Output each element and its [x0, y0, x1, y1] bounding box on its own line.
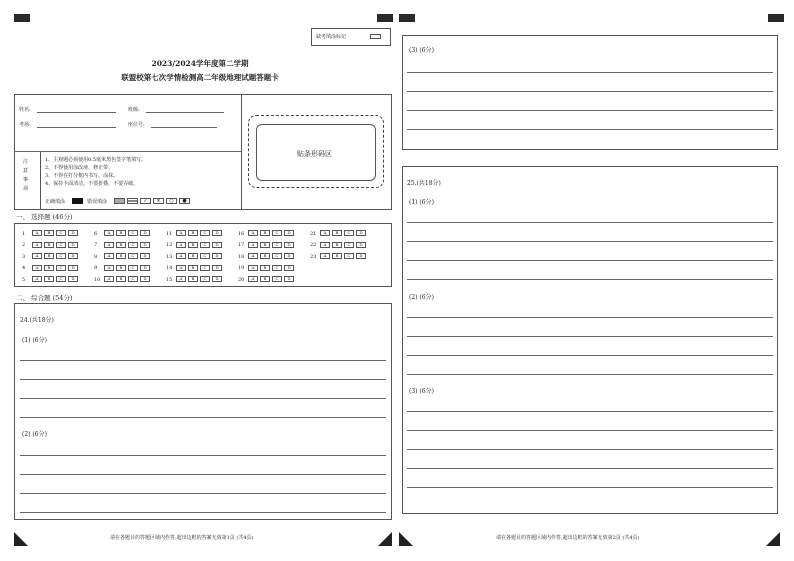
absent-label: 缺考填涂标记	[316, 34, 347, 40]
name-field[interactable]	[37, 112, 116, 113]
option-bubble-a[interactable]: A	[104, 265, 114, 271]
answer-line[interactable]	[20, 417, 386, 418]
exam-room-label: 考场:	[19, 122, 31, 128]
answer-line[interactable]	[407, 374, 773, 375]
question-number: 22	[310, 242, 317, 248]
option-bubble-a[interactable]: A	[176, 230, 186, 236]
option-bubble-c[interactable]: C	[272, 276, 282, 282]
choice-question-row	[22, 253, 80, 260]
option-bubble-d[interactable]: D	[212, 253, 222, 259]
question-number: 23	[310, 253, 317, 260]
choice-question-row	[166, 242, 224, 249]
notice-label: 注意事项	[23, 159, 29, 192]
option-bubble-b[interactable]: B	[44, 276, 54, 282]
answer-line[interactable]	[407, 449, 773, 450]
section-title-comprehensive: 二、 综合题 (54分)	[16, 294, 73, 302]
option-bubble-c[interactable]: C	[56, 242, 66, 248]
option-bubble-b[interactable]: B	[44, 242, 54, 248]
wrong-fill-sample-dot: ●	[179, 198, 190, 204]
barcode-label: 贴条形码区	[297, 150, 332, 158]
answer-line[interactable]	[407, 430, 773, 431]
correct-fill-label: 正确填涂	[45, 199, 66, 205]
name-label: 姓名:	[19, 107, 31, 113]
answer-line[interactable]	[20, 493, 386, 494]
registration-mark	[768, 14, 784, 22]
question-number: 5	[22, 276, 26, 283]
option-bubble-a[interactable]: A	[176, 242, 186, 248]
registration-mark	[377, 14, 393, 22]
exam-room-field[interactable]	[37, 127, 116, 128]
option-bubble-c[interactable]: C	[56, 276, 66, 282]
answer-line[interactable]	[20, 474, 386, 475]
answer-line[interactable]	[407, 355, 773, 356]
option-bubble-a[interactable]: A	[320, 242, 330, 248]
choice-question-row	[238, 230, 296, 237]
option-bubble-c[interactable]: C	[128, 242, 138, 248]
choice-question-row	[166, 276, 224, 283]
option-bubble-a[interactable]: A	[176, 276, 186, 282]
question-number: 7	[94, 242, 98, 248]
question-number: 6	[94, 230, 98, 237]
option-bubble-c[interactable]: C	[200, 253, 210, 259]
question-number: 9	[94, 265, 98, 271]
choice-question-row	[166, 265, 224, 272]
question-number: 14	[166, 265, 173, 271]
question-number: 13	[166, 253, 173, 260]
notice-item: 2、不得使用涂改液、修正带。	[45, 165, 114, 171]
answer-line[interactable]	[407, 279, 773, 280]
q24-answer-panel	[14, 303, 392, 520]
option-bubble-d[interactable]: D	[284, 242, 294, 248]
choice-question-row	[94, 265, 152, 272]
option-bubble-b[interactable]: B	[260, 253, 270, 259]
registration-mark	[14, 14, 30, 22]
option-bubble-d[interactable]: D	[284, 230, 294, 236]
option-bubble-a[interactable]: A	[32, 242, 42, 248]
divider	[40, 151, 41, 210]
q25-part1-label: (1) (6分)	[409, 199, 434, 206]
choice-question-row	[310, 242, 368, 249]
option-bubble-c[interactable]: C	[56, 253, 66, 259]
option-bubble-c[interactable]: C	[56, 265, 66, 271]
option-bubble-b[interactable]: B	[44, 230, 54, 236]
option-bubble-a[interactable]: A	[176, 253, 186, 259]
q24-part2-label: (2) (6分)	[22, 431, 47, 438]
answer-line[interactable]	[407, 317, 773, 318]
page-footer: 请在各题目的答题区域内作答,超出边框的答案无效第1页 (共4页)	[110, 535, 254, 541]
question-number: 8	[94, 253, 98, 260]
option-bubble-c[interactable]: C	[272, 265, 282, 271]
answer-line[interactable]	[407, 91, 773, 92]
choice-question-row	[94, 230, 152, 237]
option-bubble-d[interactable]: D	[140, 242, 150, 248]
option-bubble-d[interactable]: D	[284, 253, 294, 259]
choice-question-row	[94, 242, 152, 249]
option-bubble-d[interactable]: D	[68, 253, 78, 259]
notice-item: 1、主观题必须使用0.5毫米黑色签字笔填写。	[45, 157, 147, 163]
option-bubble-b[interactable]: B	[116, 276, 126, 282]
option-bubble-c[interactable]: C	[128, 265, 138, 271]
q25-part3-label: (3) (6分)	[409, 388, 434, 395]
option-bubble-b[interactable]: B	[116, 265, 126, 271]
absent-fill-checkbox[interactable]	[370, 34, 381, 39]
option-bubble-b[interactable]: B	[260, 276, 270, 282]
wrong-fill-sample-gray	[114, 198, 125, 204]
option-bubble-c[interactable]: C	[344, 253, 354, 259]
option-bubble-d[interactable]: D	[212, 242, 222, 248]
option-bubble-b[interactable]: B	[116, 242, 126, 248]
option-bubble-a[interactable]: A	[104, 276, 114, 282]
answer-line[interactable]	[407, 110, 773, 111]
option-bubble-b[interactable]: B	[260, 242, 270, 248]
corner-triangle-mark	[766, 532, 780, 546]
option-bubble-b[interactable]: B	[188, 253, 198, 259]
answer-line[interactable]	[407, 241, 773, 242]
answer-line[interactable]	[20, 398, 386, 399]
option-bubble-c[interactable]: C	[200, 276, 210, 282]
choice-question-row	[22, 242, 80, 249]
option-bubble-b[interactable]: B	[116, 253, 126, 259]
option-bubble-a[interactable]: A	[248, 242, 258, 248]
wrong-fill-sample-check: ✓	[140, 198, 151, 204]
wrong-fill-sample-circle: ○	[166, 198, 177, 204]
question-number: 16	[238, 230, 245, 237]
option-bubble-b[interactable]: B	[260, 265, 270, 271]
option-bubble-c[interactable]: C	[128, 276, 138, 282]
divider	[14, 151, 242, 152]
question-number: 18	[238, 253, 245, 260]
q25-title: 25.(共18分)	[407, 180, 441, 187]
option-bubble-b[interactable]: B	[332, 242, 342, 248]
answer-line[interactable]	[20, 512, 386, 513]
option-bubble-a[interactable]: A	[104, 242, 114, 248]
answer-line[interactable]	[407, 487, 773, 488]
choice-question-row	[166, 253, 224, 260]
q24-part3-label: (3) (6分)	[409, 47, 434, 54]
corner-triangle-mark	[14, 532, 28, 546]
wrong-fill-sample-bar	[127, 198, 138, 204]
option-bubble-a[interactable]: A	[248, 265, 258, 271]
class-label: 班级:	[128, 107, 140, 113]
option-bubble-a[interactable]: A	[320, 253, 330, 259]
option-bubble-c[interactable]: C	[344, 242, 354, 248]
question-number: 10	[94, 276, 101, 283]
option-bubble-c[interactable]: C	[272, 242, 282, 248]
option-bubble-c[interactable]: C	[56, 230, 66, 236]
option-bubble-d[interactable]: D	[140, 276, 150, 282]
q25-answer-panel	[402, 166, 778, 514]
question-number: 21	[310, 230, 317, 237]
option-bubble-b[interactable]: B	[260, 230, 270, 236]
option-bubble-d[interactable]: D	[68, 230, 78, 236]
choice-question-row	[238, 242, 296, 249]
answer-line[interactable]	[407, 336, 773, 337]
option-bubble-a[interactable]: A	[104, 230, 114, 236]
option-bubble-d[interactable]: D	[68, 276, 78, 282]
q24-part1-label: (1) (6分)	[22, 337, 47, 344]
option-bubble-c[interactable]: C	[200, 242, 210, 248]
option-bubble-d[interactable]: D	[356, 242, 366, 248]
section-title-choice: 一、 选择题 (46分)	[16, 213, 73, 221]
choice-question-row	[94, 276, 152, 283]
option-bubble-d[interactable]: D	[140, 265, 150, 271]
question-number: 4	[22, 265, 26, 271]
option-bubble-a[interactable]: A	[248, 276, 258, 282]
answer-line[interactable]	[20, 379, 386, 380]
option-bubble-d[interactable]: D	[212, 276, 222, 282]
option-bubble-b[interactable]: B	[188, 242, 198, 248]
option-bubble-b[interactable]: B	[44, 253, 54, 259]
choice-question-row	[22, 230, 80, 237]
corner-triangle-mark	[399, 532, 413, 546]
choice-question-row	[310, 230, 368, 237]
option-bubble-b[interactable]: B	[332, 230, 342, 236]
page-title-exam: 联盟校第七次学情检测高二年级地理试题答题卡	[121, 73, 279, 82]
choice-question-row	[94, 253, 152, 260]
option-bubble-d[interactable]: D	[68, 242, 78, 248]
option-bubble-c[interactable]: C	[272, 253, 282, 259]
class-field[interactable]	[146, 112, 224, 113]
seat-field[interactable]	[151, 127, 217, 128]
option-bubble-b[interactable]: B	[44, 265, 54, 271]
option-bubble-a[interactable]: A	[320, 230, 330, 236]
question-number: 3	[22, 253, 26, 260]
correct-fill-sample	[72, 198, 83, 204]
registration-mark	[399, 14, 415, 22]
choice-question-row	[310, 253, 368, 260]
option-bubble-c[interactable]: C	[344, 230, 354, 236]
option-bubble-d[interactable]: D	[284, 265, 294, 271]
option-bubble-d[interactable]: D	[212, 230, 222, 236]
choice-question-row	[238, 253, 296, 260]
option-bubble-a[interactable]: A	[248, 253, 258, 259]
divider	[241, 94, 242, 210]
page-footer: 请在各题目的答题区域内作答,超出边框的答案无效第2页 (共4页)	[496, 535, 640, 541]
question-number: 2	[22, 242, 26, 248]
answer-line[interactable]	[407, 129, 773, 130]
option-bubble-d[interactable]: D	[140, 230, 150, 236]
option-bubble-c[interactable]: C	[200, 230, 210, 236]
choice-question-row	[22, 265, 80, 272]
option-bubble-c[interactable]: C	[200, 265, 210, 271]
option-bubble-a[interactable]: A	[104, 253, 114, 259]
question-number: 15	[166, 276, 173, 283]
answer-line[interactable]	[20, 360, 386, 361]
option-bubble-c[interactable]: C	[128, 230, 138, 236]
question-number: 11	[166, 230, 173, 237]
option-bubble-d[interactable]: D	[68, 265, 78, 271]
question-number: 20	[238, 276, 245, 283]
option-bubble-c[interactable]: C	[272, 230, 282, 236]
option-bubble-d[interactable]: D	[284, 276, 294, 282]
option-bubble-b[interactable]: B	[188, 230, 198, 236]
answer-line[interactable]	[407, 72, 773, 73]
option-bubble-d[interactable]: D	[212, 265, 222, 271]
option-bubble-a[interactable]: A	[32, 265, 42, 271]
page-title-term: 2023/2024学年度第二学期	[151, 59, 249, 68]
answer-line[interactable]	[407, 260, 773, 261]
answer-line[interactable]	[407, 222, 773, 223]
choice-question-row	[238, 276, 296, 283]
choice-question-row	[238, 265, 296, 272]
q24-title: 24.(共18分)	[20, 317, 54, 324]
option-bubble-c[interactable]: C	[128, 253, 138, 259]
answer-line[interactable]	[407, 468, 773, 469]
wrong-fill-label: 错误填涂	[87, 199, 108, 205]
option-bubble-a[interactable]: A	[32, 230, 42, 236]
question-number: 17	[238, 242, 245, 248]
option-bubble-d[interactable]: D	[356, 230, 366, 236]
answer-line[interactable]	[20, 455, 386, 456]
corner-triangle-mark	[378, 532, 392, 546]
option-bubble-b[interactable]: B	[116, 230, 126, 236]
option-bubble-d[interactable]: D	[356, 253, 366, 259]
seat-label: 座位号:	[128, 122, 145, 128]
wrong-fill-sample-cross: ✕	[153, 198, 164, 204]
q24-part3-panel	[402, 35, 778, 150]
option-bubble-b[interactable]: B	[188, 276, 198, 282]
option-bubble-d[interactable]: D	[140, 253, 150, 259]
choice-question-row	[22, 276, 80, 283]
option-bubble-b[interactable]: B	[188, 265, 198, 271]
question-number: 19	[238, 265, 245, 271]
question-number: 1	[22, 230, 26, 237]
q25-part2-label: (2) (6分)	[409, 294, 434, 301]
option-bubble-a[interactable]: A	[248, 230, 258, 236]
option-bubble-b[interactable]: B	[332, 253, 342, 259]
option-bubble-a[interactable]: A	[32, 253, 42, 259]
question-number: 12	[166, 242, 173, 248]
option-bubble-a[interactable]: A	[32, 276, 42, 282]
notice-item: 4、保持卡面清洁，不要折叠，不要弄破。	[45, 181, 139, 187]
answer-line[interactable]	[407, 411, 773, 412]
option-bubble-a[interactable]: A	[176, 265, 186, 271]
choice-question-row	[166, 230, 224, 237]
notice-item: 3、不得在打分框内书写、涂抹。	[45, 173, 119, 179]
